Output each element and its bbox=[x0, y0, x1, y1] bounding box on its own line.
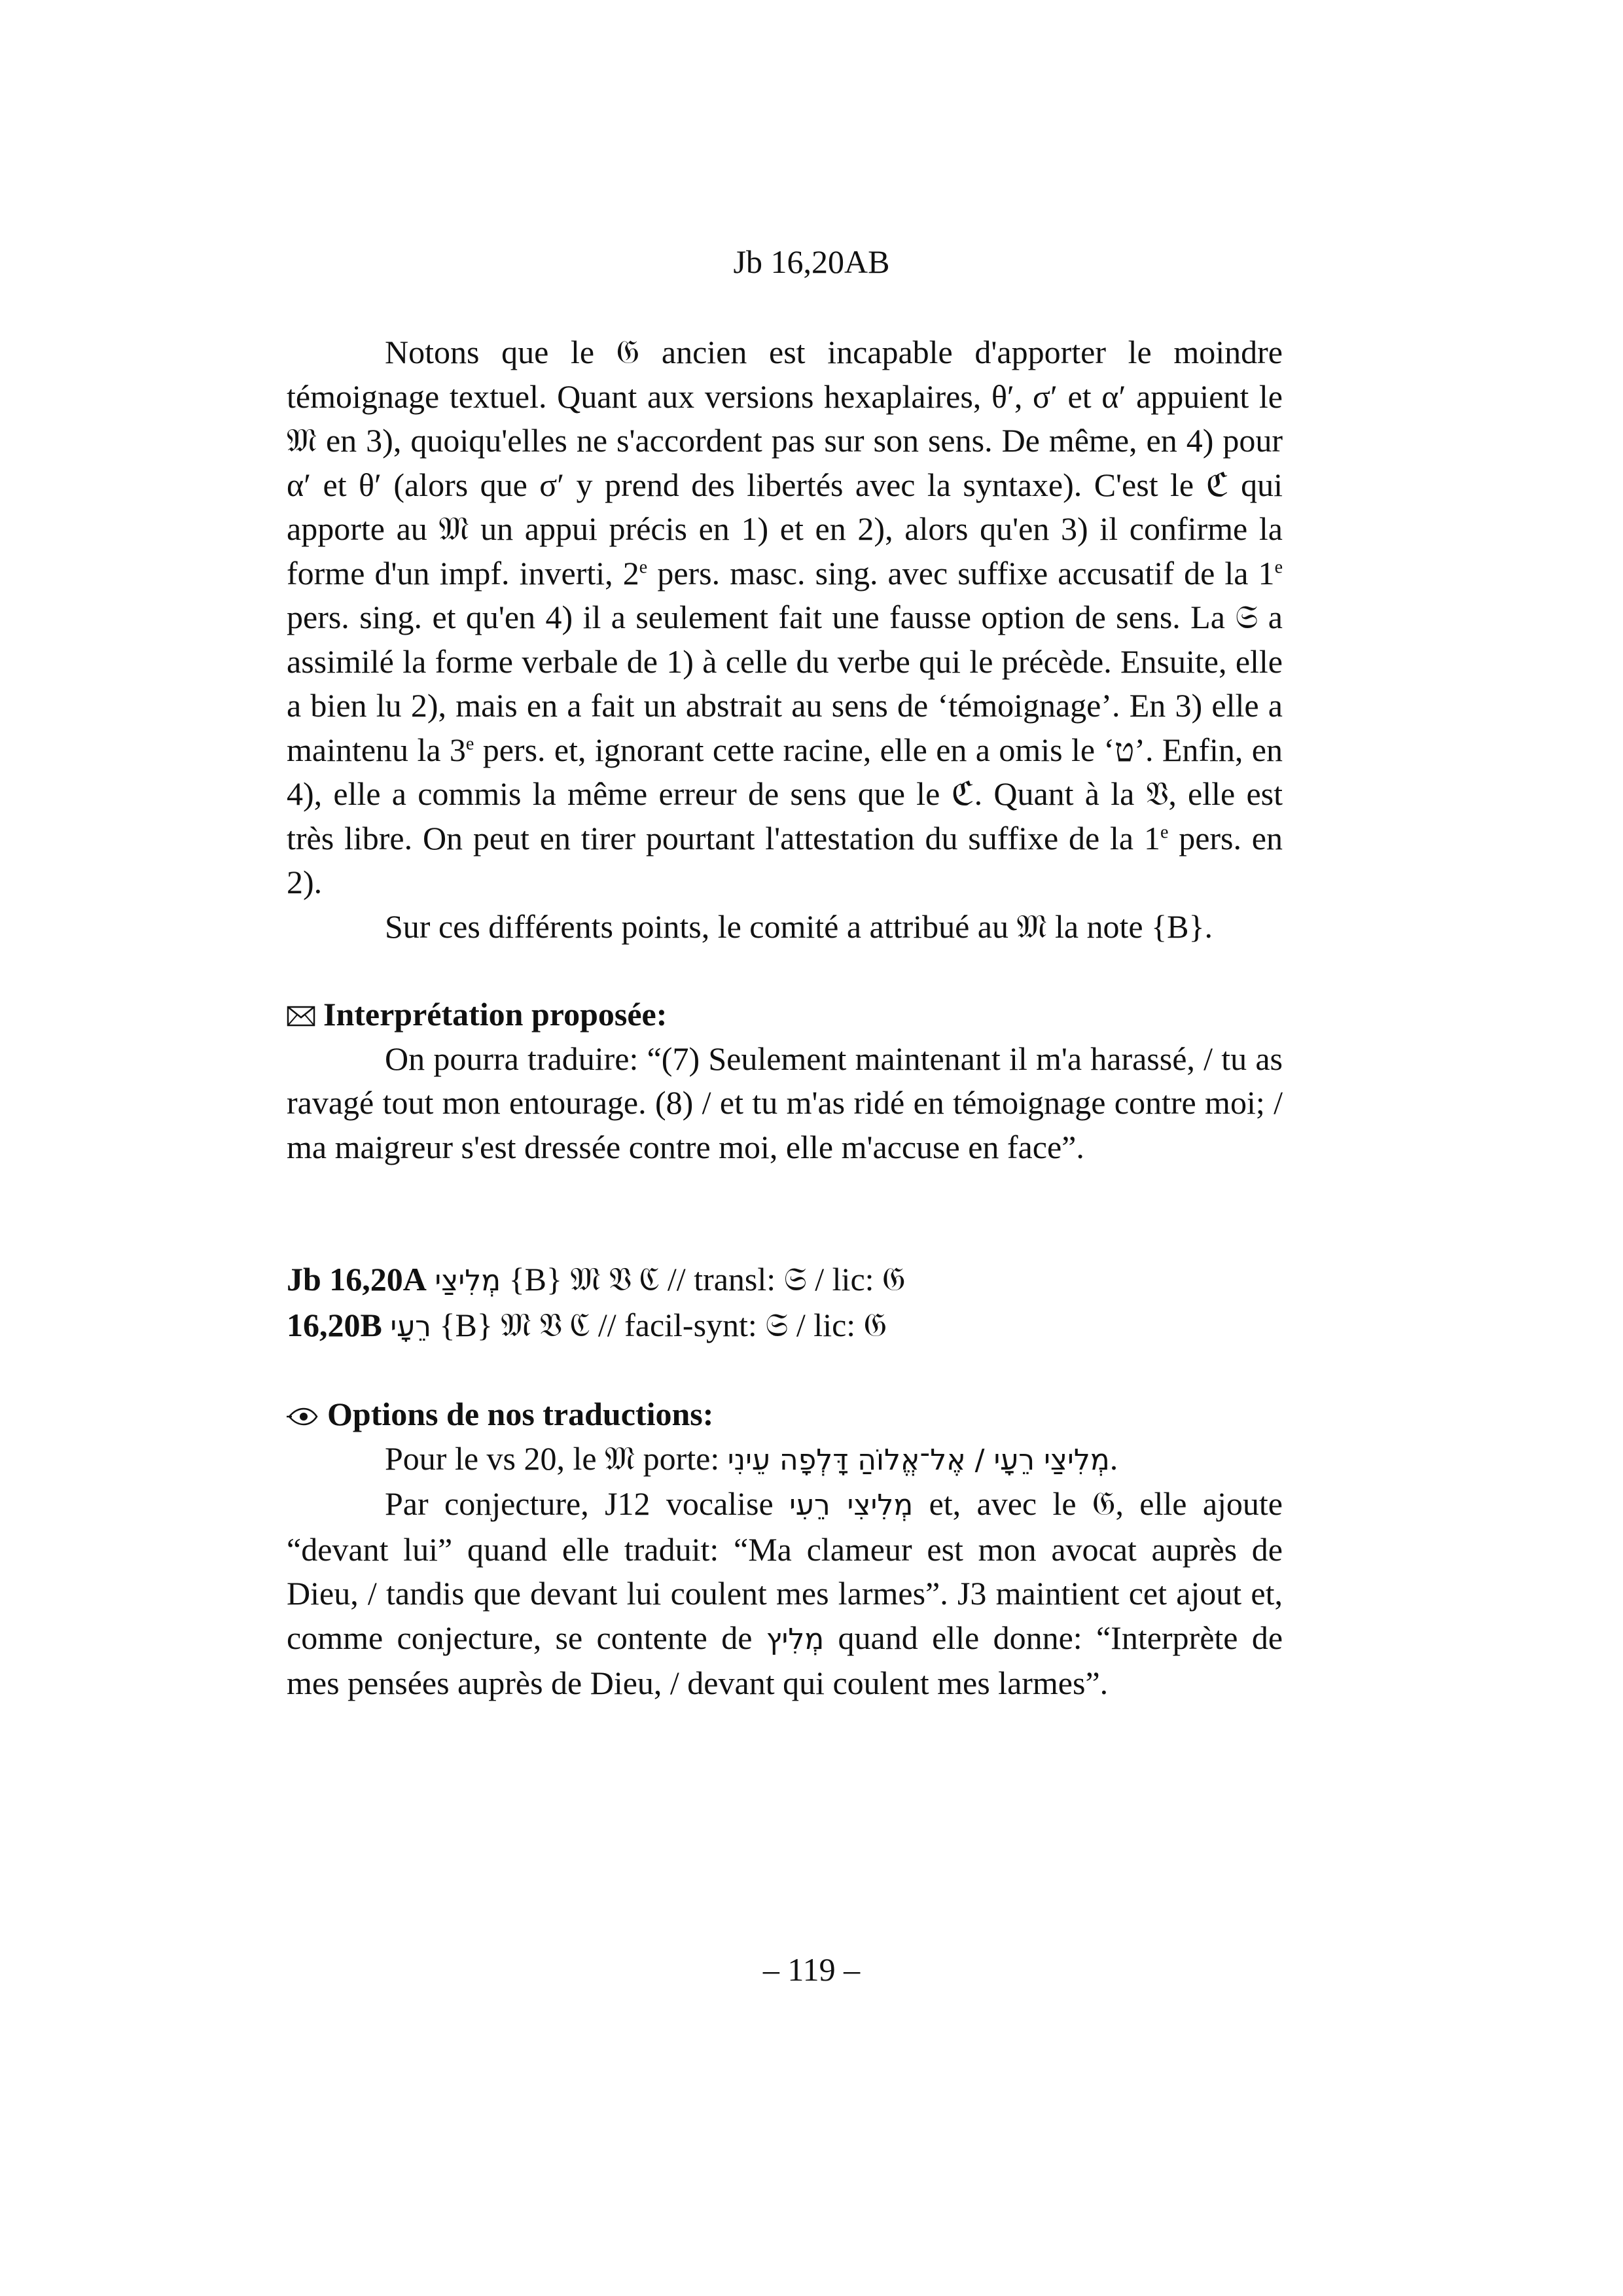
paragraph-witnesses bbox=[287, 330, 1283, 905]
entry-ref: 16,20B bbox=[287, 1306, 382, 1343]
options-mt-hebrew: מְלִיצַי רֵעָי / אֶל־אֱלוֹהַ דָּלְפָה עֵינִי bbox=[727, 1443, 1110, 1477]
options-heading bbox=[287, 1392, 1283, 1437]
eye-pointer-icon bbox=[287, 1396, 319, 1432]
page-number: – 119 – bbox=[762, 1951, 861, 1988]
page-body bbox=[287, 330, 1283, 1706]
options-paragraph-mt bbox=[287, 1437, 1283, 1483]
interpretation-text: On pourra traduire: “(7) Seulement maintenant il m'a harassé, / tu as ravagé tout mon entourage. (8) / et tu m'as ridé en témoignage contre moi; / ma maigreur s'est dressée contre moi, elle m'accuse en face”. bbox=[287, 1040, 1283, 1165]
entry-hebrew-lemma: מְלִיצַי bbox=[435, 1264, 501, 1298]
paragraph-committee-rating: Sur ces différents points, le comité a attribué au 𝔐 la note {B}. bbox=[385, 908, 1213, 945]
interpretation-heading bbox=[287, 993, 1283, 1037]
interpretation-heading-text: Interprétation proposée: bbox=[323, 996, 668, 1033]
entry-witnesses: {B} 𝔐 𝔙 ℭ // transl: 𝔖 / lic: 𝔊 bbox=[501, 1261, 906, 1298]
options-mt-intro: Pour le vs 20, le 𝔐 porte: bbox=[385, 1439, 728, 1477]
options-conjecture-end: quand elle donne: “Interprète de mes pensées auprès de Dieu, / devant qui coulent mes larmes”. bbox=[287, 1619, 1283, 1701]
options-conjecture-intro: Par conjecture, J12 vocalise bbox=[385, 1485, 790, 1522]
options-paragraph-conjecture bbox=[287, 1482, 1283, 1706]
envelope-icon bbox=[287, 996, 315, 1033]
paragraph-witnesses-part-a: Notons que le 𝔊 ancien est incapable d'apporter le moindre témoignage textuel. Quant aux versions hexaplaires, θ′, σ′ et α′ appuient le 𝔐 en 3), quoiqu'elles ne s'accordent pas sur son sens. De même, en 4) pour α′ et θ′ (alors que σ′ y prend des libertés avec la syntaxe). C'est le ℭ qui apporte au 𝔐 un appui précis en 1) et en 2), alors qu'en 3) il confirme la forme d'un impf. inverti, 2 bbox=[287, 334, 1283, 592]
superscript-e: e bbox=[465, 733, 474, 754]
superscript-e: e bbox=[639, 556, 648, 577]
entry-16-20b bbox=[287, 1303, 1283, 1349]
options-conjecture-hebrew-1: מְלִיצִי רֵעִי bbox=[789, 1489, 914, 1522]
options-conjecture-middle: et, avec le 𝔊, elle ajoute “devant lui” quand elle traduit: “Ma clameur est mon avocat auprès de Dieu, / tandis que devant lui coulent mes larmes”. J3 maintient cet ajout et, comme conjecture, se contente de bbox=[287, 1485, 1283, 1656]
superscript-e: e bbox=[1160, 821, 1169, 842]
entry-witnesses: {B} 𝔐 𝔙 ℭ // facil-synt: 𝔖 / lic: 𝔊 bbox=[431, 1306, 887, 1343]
options-heading-text: Options de nos traductions: bbox=[327, 1396, 714, 1432]
running-title: Jb 16,20AB bbox=[733, 243, 890, 280]
paragraph-witnesses-part-d: pers. et, ignorant cette racine, elle en a omis le ‘ט’. Enfin, en 4), elle a commis la même erreur de sens que le ℭ. Quant à la 𝔙, elle est très libre. On peut en tirer pourtant l'attestation du suffixe de la 1 bbox=[287, 731, 1283, 857]
superscript-e: e bbox=[1274, 556, 1283, 577]
paragraph-witnesses-part-c: pers. sing. et qu'en 4) il a seulement fait une fausse option de sens. La 𝔖 a assimilé la forme verbale de 1) à celle du verbe qui le précède. Ensuite, elle a bien lu 2), mais en a fait un abstrait au sens de ‘témoignage’. En 3) elle a maintenu la 3 bbox=[287, 599, 1283, 768]
paragraph-witnesses-part-b: pers. masc. sing. avec suffixe accusatif de la 1 bbox=[647, 554, 1275, 592]
entry-ref: Jb 16,20A bbox=[287, 1261, 427, 1298]
entry-hebrew-lemma: רֵעָי bbox=[390, 1309, 432, 1343]
entry-16-20a bbox=[287, 1258, 1283, 1303]
options-conjecture-hebrew-2: מְלִיץ bbox=[766, 1622, 825, 1656]
options-mt-end: . bbox=[1109, 1439, 1118, 1477]
paragraph-witnesses-part-e: pers. en 2). bbox=[287, 819, 1283, 900]
